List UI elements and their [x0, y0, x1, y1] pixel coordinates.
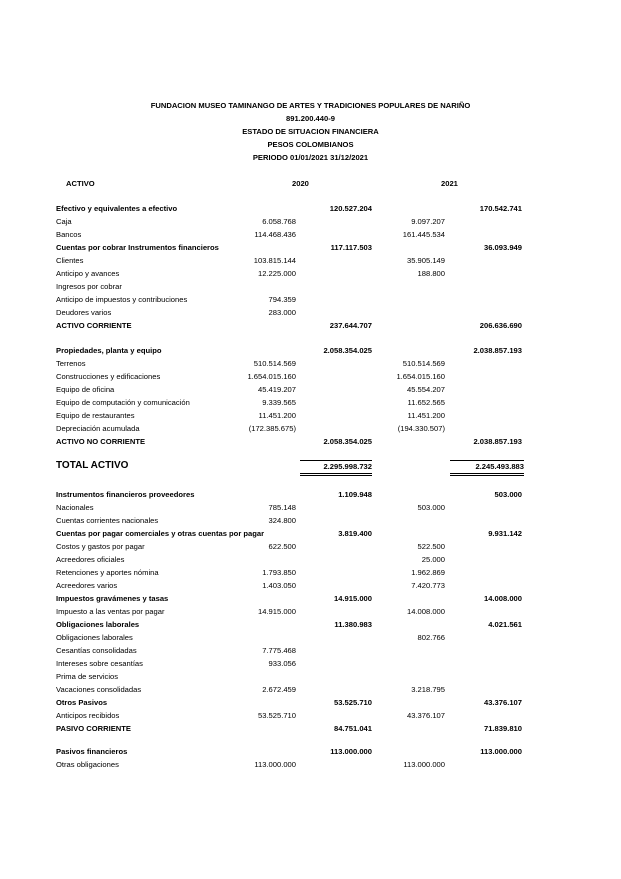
currency-label: PESOS COLOMBIANOS [267, 140, 354, 149]
row-subtotal-2021: 2.038.857.193 [473, 437, 522, 446]
statement-row [56, 345, 526, 356]
row-label: Equipo de restaurantes [56, 411, 135, 420]
row-detail-2020: 114.468.436 [254, 230, 296, 239]
row-detail-2020: 6.058.768 [262, 217, 296, 226]
row-subtotal-2020: 11.380.983 [334, 620, 372, 629]
row-label: Depreciación acumulada [56, 424, 140, 433]
total-activo-2020: 2.295.998.732 [300, 460, 372, 476]
total-activo-row [56, 460, 526, 474]
total-activo-2021: 2.245.493.883 [450, 460, 524, 476]
row-detail-2020: 12.225.000 [257, 269, 296, 278]
row-subtotal-2021: 43.376.107 [483, 698, 522, 707]
statement-row [56, 671, 526, 682]
statement-row [56, 645, 526, 656]
statement-row [56, 502, 526, 513]
statement-row [56, 528, 526, 539]
row-label: Impuestos gravámenes y tasas [56, 594, 169, 603]
statement-row [56, 746, 526, 757]
row-detail-2020: 2.672.459 [262, 685, 296, 694]
row-label: Pasivos financieros [56, 747, 128, 756]
statement-row [56, 515, 526, 526]
statement-row [56, 397, 526, 408]
row-label: Anticipo de impuestos y contribuciones [56, 295, 188, 304]
row-label: Equipo de computación y comunicación [56, 398, 190, 407]
row-detail-2021: 161.445.534 [402, 230, 445, 239]
row-subtotal-2020: 3.819.400 [338, 529, 372, 538]
statement-row [56, 580, 526, 591]
row-label: Obligaciones laborales [56, 620, 140, 629]
row-subtotal-2021: 36.093.949 [483, 243, 522, 252]
row-label: Prima de servicios [56, 672, 119, 681]
row-detail-2020: 622.500 [268, 542, 296, 551]
row-detail-2020: 45.419.207 [257, 385, 296, 394]
row-subtotal-2020: 14.915.000 [333, 594, 372, 603]
row-subtotal-2021: 4.021.561 [488, 620, 522, 629]
row-label: Acreedores varios [56, 581, 118, 590]
statement-row [56, 307, 526, 318]
statement-row [56, 255, 526, 266]
row-label: Cuentas por pagar comerciales y otras cuentas por pagar [56, 529, 265, 538]
row-detail-2021: (194.330.507) [397, 424, 445, 433]
row-label: Impuesto a las ventas por pagar [56, 607, 165, 616]
row-detail-2021: 45.554.207 [406, 385, 445, 394]
row-label: Cuentas corrientes nacionales [56, 516, 159, 525]
statement-row [56, 436, 526, 447]
row-detail-2020: 1.403.050 [262, 581, 296, 590]
row-subtotal-2020: 84.751.041 [333, 724, 372, 733]
row-subtotal-2021: 113.000.000 [480, 747, 522, 756]
statement-row [56, 216, 526, 227]
row-detail-2021: 11.652.565 [407, 398, 445, 407]
row-detail-2020: 11.451.200 [258, 411, 296, 420]
row-label: Anticipos recibidos [56, 711, 120, 720]
row-label: Acreedores oficiales [56, 555, 125, 564]
row-subtotal-2020: 1.109.948 [338, 490, 372, 499]
row-label: Propiedades, planta y equipo [56, 346, 162, 355]
org-name: FUNDACION MUSEO TAMINANGO DE ARTES Y TRADICIONES POPULARES DE NARIÑO [150, 101, 471, 110]
row-subtotal-2020: 53.525.710 [333, 698, 372, 707]
row-subtotal-2021: 170.542.741 [479, 204, 522, 213]
row-subtotal-2020: 120.527.204 [329, 204, 372, 213]
row-label: Otros Pasivos [56, 698, 108, 707]
row-label: Ingresos por cobrar [56, 282, 122, 291]
row-subtotal-2021: 9.931.142 [488, 529, 522, 538]
row-label: Instrumentos financieros proveedores [56, 490, 195, 499]
row-detail-2021: 35.905.149 [406, 256, 445, 265]
total-activo-label: TOTAL ACTIVO [56, 460, 129, 471]
statement-row [56, 410, 526, 421]
row-label: Retenciones y aportes nómina [56, 568, 159, 577]
row-label: Costos y gastos por pagar [56, 542, 145, 551]
row-detail-2021: 43.376.107 [406, 711, 445, 720]
column-year-2020: 2020 [292, 179, 309, 188]
row-label: Efectivo y equivalentes a efectivo [56, 204, 178, 213]
row-label: Otras obligaciones [56, 760, 119, 769]
row-label: Construcciones y edificaciones [56, 372, 161, 381]
statement-row [56, 723, 526, 734]
statement-row [56, 358, 526, 369]
row-detail-2021: 510.514.569 [402, 359, 445, 368]
row-label: Intereses sobre cesantías [56, 659, 143, 668]
statement-row [56, 541, 526, 552]
row-subtotal-2021: 2.038.857.193 [473, 346, 522, 355]
statement-row [56, 710, 526, 721]
row-detail-2020: 14.915.000 [257, 607, 296, 616]
row-label: Vacaciones consolidadas [56, 685, 142, 694]
row-detail-2020: 785.148 [268, 503, 296, 512]
statement-row [56, 567, 526, 578]
statement-row [56, 697, 526, 708]
statement-row [56, 632, 526, 643]
row-detail-2021: 1.962.869 [411, 568, 445, 577]
row-subtotal-2020: 237.644.707 [329, 321, 372, 330]
row-subtotal-2021: 503.000 [494, 490, 522, 499]
row-detail-2020: 53.525.710 [257, 711, 296, 720]
statement-row [56, 606, 526, 617]
statement-row [56, 203, 526, 214]
row-detail-2020: 324.800 [268, 516, 296, 525]
statement-row [56, 268, 526, 279]
statement-row [56, 371, 526, 382]
row-detail-2020: (172.385.675) [248, 424, 296, 433]
row-detail-2021: 25.000 [421, 555, 445, 564]
row-detail-2021: 113.000.000 [403, 760, 445, 769]
statement-row [56, 242, 526, 253]
statement-row [56, 320, 526, 331]
row-detail-2021: 11.451.200 [407, 411, 445, 420]
row-detail-2020: 933.056 [268, 659, 296, 668]
statement-row [56, 281, 526, 292]
row-detail-2021: 9.097.207 [411, 217, 445, 226]
statement-row [56, 489, 526, 500]
row-label: Anticipo y avances [56, 269, 120, 278]
row-label: Obligaciones laborales [56, 633, 133, 642]
row-subtotal-2020: 2.058.354.025 [323, 346, 372, 355]
row-detail-2020: 7.775.468 [262, 646, 296, 655]
row-detail-2021: 188.800 [417, 269, 445, 278]
row-detail-2020: 283.000 [268, 308, 296, 317]
row-label: PASIVO CORRIENTE [56, 724, 131, 733]
statement-row [56, 423, 526, 434]
row-detail-2021: 522.500 [417, 542, 445, 551]
row-label: ACTIVO NO CORRIENTE [56, 437, 146, 446]
row-detail-2020: 9.339.565 [262, 398, 296, 407]
row-label: Terrenos [56, 359, 86, 368]
row-label: Equipo de oficina [56, 385, 115, 394]
row-detail-2021: 7.420.773 [411, 581, 445, 590]
row-detail-2021: 802.766 [417, 633, 445, 642]
section-heading-activo: ACTIVO [66, 179, 95, 188]
row-label: Caja [56, 217, 72, 226]
row-detail-2020: 794.359 [268, 295, 296, 304]
statement-row [56, 229, 526, 240]
column-year-2021: 2021 [441, 179, 458, 188]
row-subtotal-2020: 113.000.000 [330, 747, 372, 756]
row-detail-2020: 1.654.015.160 [247, 372, 296, 381]
row-detail-2021: 14.008.000 [406, 607, 445, 616]
row-label: Clientes [56, 256, 84, 265]
row-detail-2020: 1.793.850 [262, 568, 296, 577]
statement-row [56, 294, 526, 305]
row-detail-2020: 113.000.000 [254, 760, 296, 769]
row-detail-2021: 1.654.015.160 [396, 372, 445, 381]
row-label: Deudores varios [56, 308, 112, 317]
row-detail-2021: 503.000 [417, 503, 445, 512]
statement-row [56, 593, 526, 604]
row-label: Cuentas por cobrar Instrumentos financieros [56, 243, 219, 252]
statement-row [56, 684, 526, 695]
row-detail-2021: 3.218.795 [411, 685, 445, 694]
statement-row [56, 759, 526, 770]
row-subtotal-2020: 2.058.354.025 [323, 437, 372, 446]
row-subtotal-2021: 14.008.000 [483, 594, 522, 603]
statement-row [56, 384, 526, 395]
row-label: Cesantías consolidadas [56, 646, 137, 655]
row-subtotal-2021: 71.839.810 [483, 724, 522, 733]
row-label: ACTIVO CORRIENTE [56, 321, 132, 330]
row-detail-2020: 103.815.144 [253, 256, 296, 265]
statement-row [56, 554, 526, 565]
nit-number: 891.200.440-9 [286, 114, 335, 123]
row-label: Bancos [56, 230, 82, 239]
statement-title: ESTADO DE SITUACION FINANCIERA [242, 127, 379, 136]
row-subtotal-2020: 117.117.503 [330, 243, 372, 252]
statement-row [56, 619, 526, 630]
row-subtotal-2021: 206.636.690 [479, 321, 522, 330]
row-label: Nacionales [56, 503, 94, 512]
row-detail-2020: 510.514.569 [253, 359, 296, 368]
statement-row [56, 658, 526, 669]
period-label: PERIODO 01/01/2021 31/12/2021 [252, 153, 369, 162]
